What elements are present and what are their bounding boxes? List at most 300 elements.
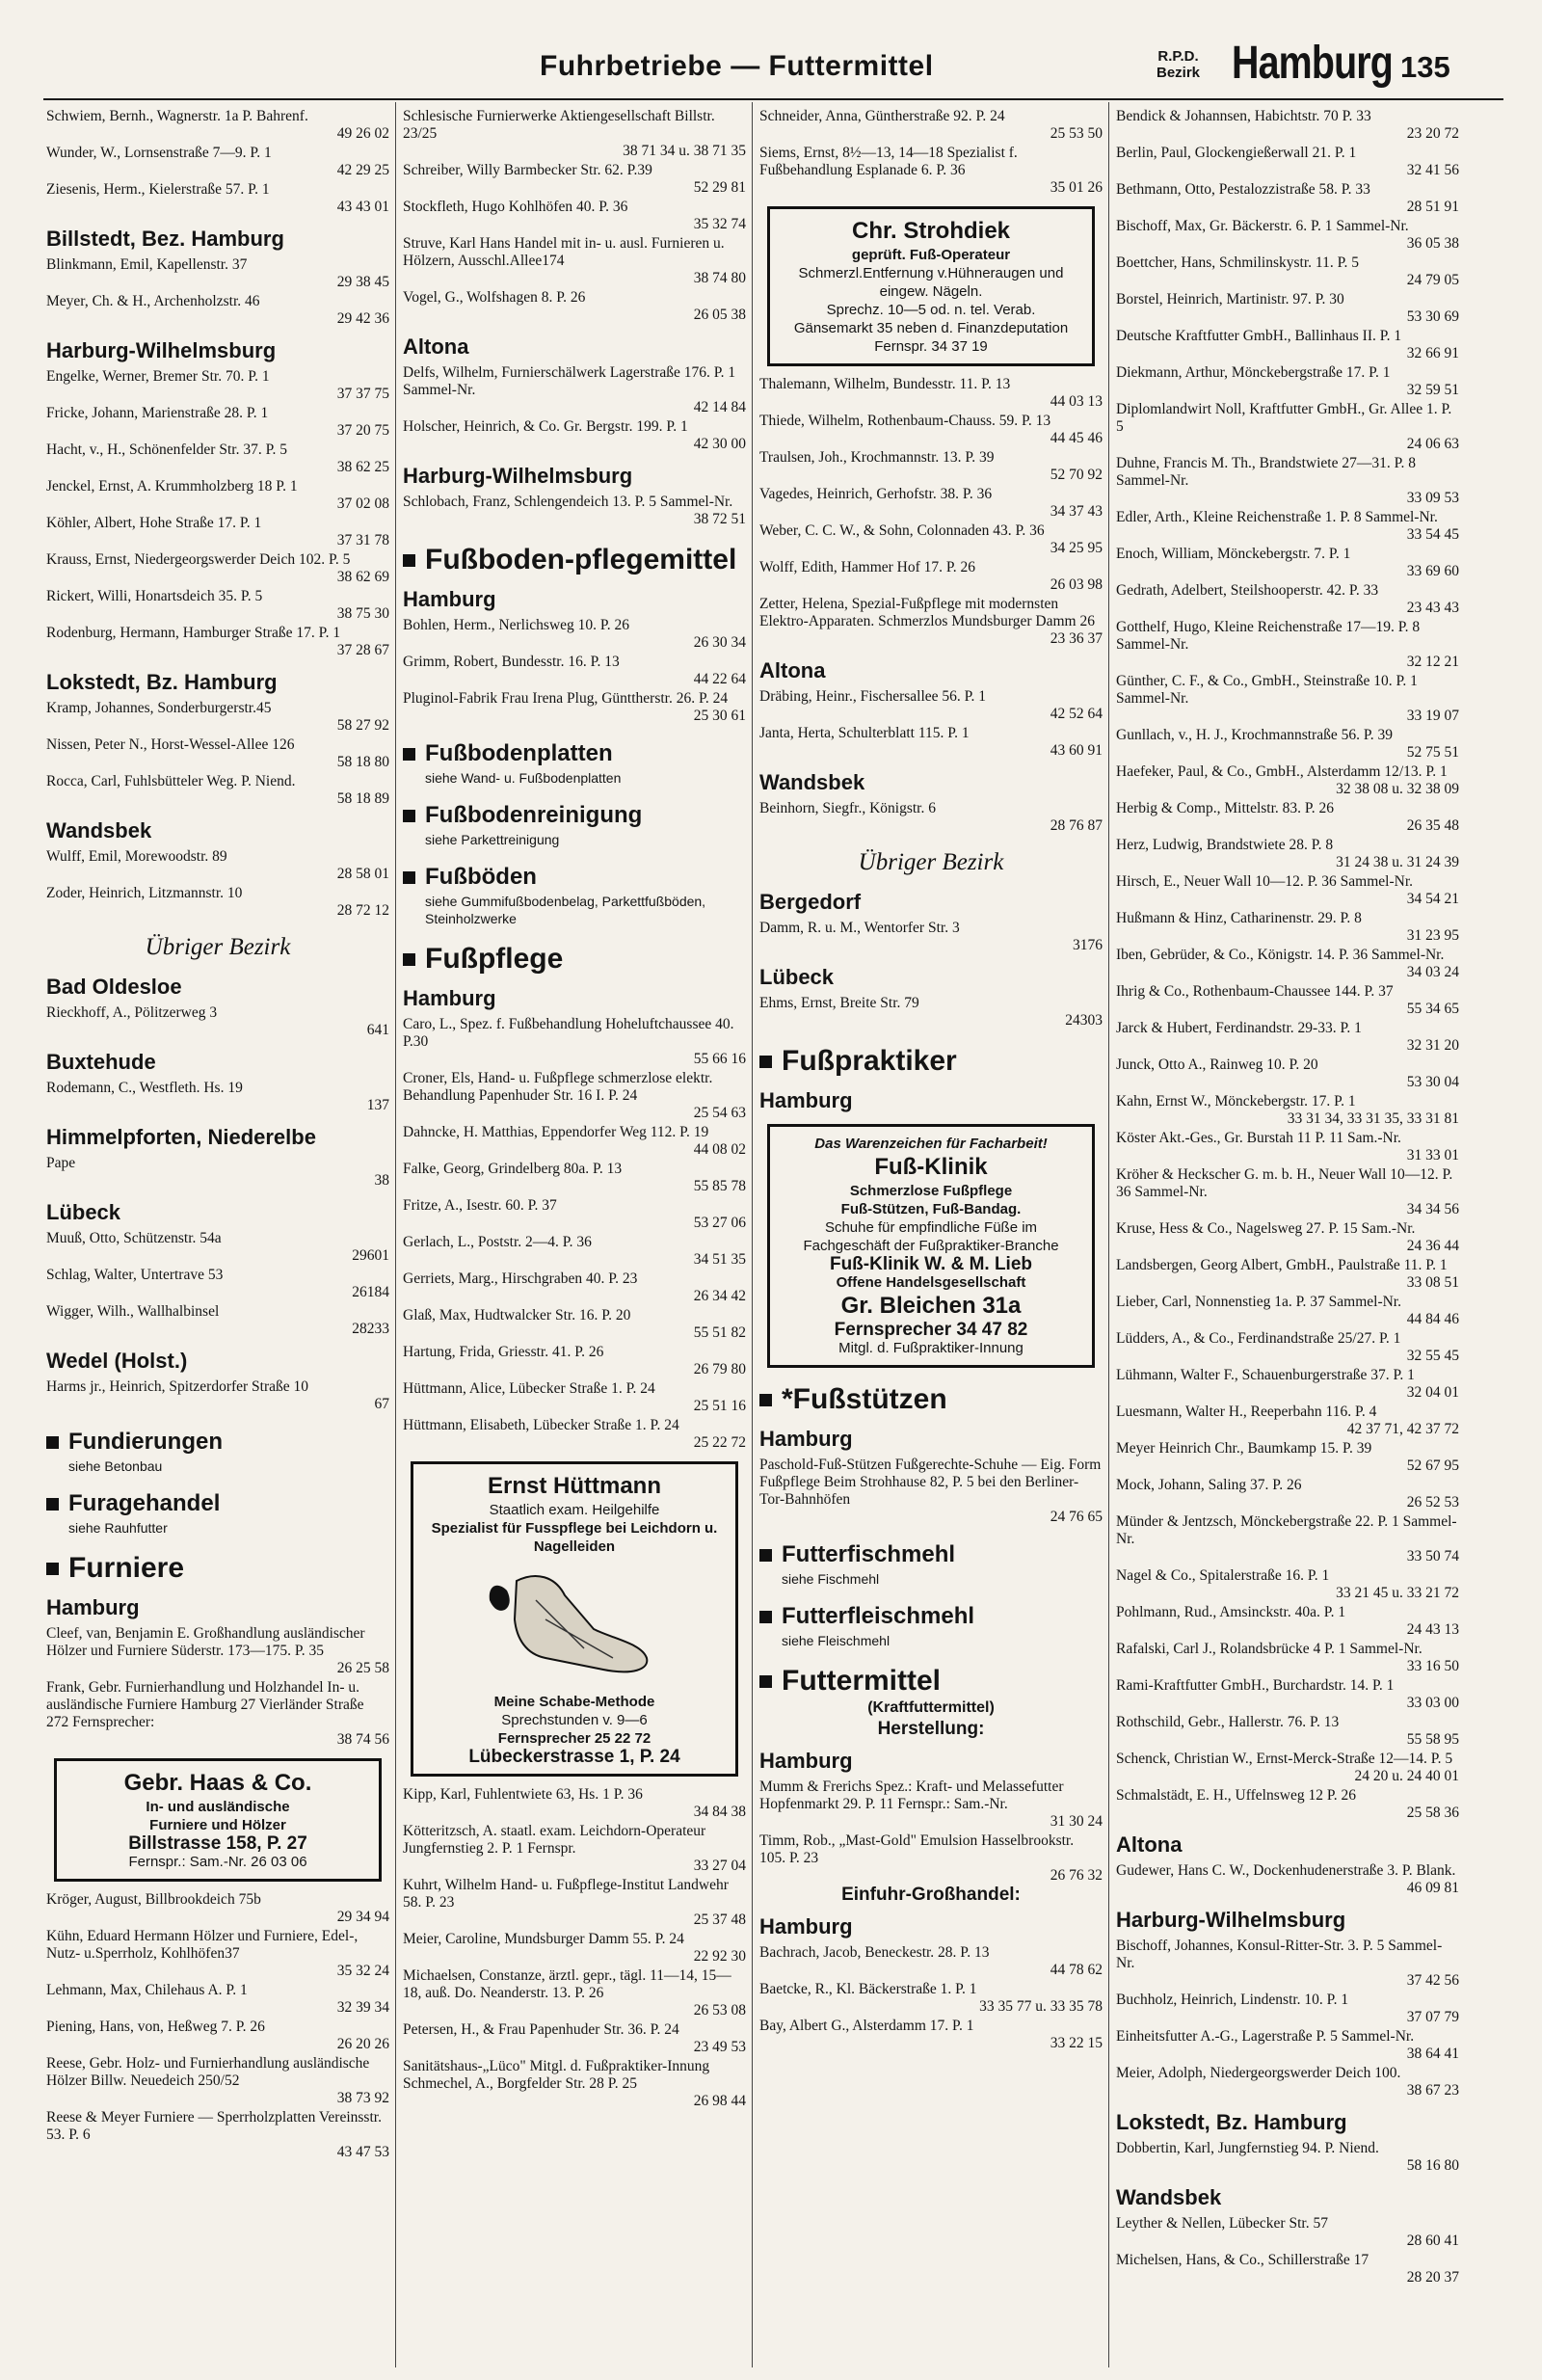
entry-name: Pluginol-Fabrik Frau Irena Plug, Günttherstr. 26. P. 24 xyxy=(403,690,729,707)
directory-entry xyxy=(759,376,1103,411)
entry-phone: 28 72 12 xyxy=(336,902,389,919)
entry-phone: 26 52 53 xyxy=(1406,1494,1459,1511)
directory-entry xyxy=(46,1625,389,1677)
entry-name: Rickert, Willi, Honartsdeich 35. P. 5 xyxy=(46,588,263,604)
ad-line: Lübeckerstrasse 1, P. 24 xyxy=(468,1747,680,1767)
city-heading: Hamburg xyxy=(759,1088,853,1112)
entry-name: Köhler, Albert, Hohe Straße 17. P. 1 xyxy=(46,515,262,531)
directory-entry xyxy=(759,800,1103,835)
city-heading: Hamburg xyxy=(403,986,496,1010)
section-subheading: Einfuhr-Großhandel: xyxy=(841,1885,1021,1905)
entry-phone: 38 75 30 xyxy=(336,605,389,622)
entry-phone: 33 21 45 u. 33 21 72 xyxy=(1336,1585,1459,1601)
directory-entry xyxy=(1116,546,1459,580)
ad-title: Gebr. Haas & Co. xyxy=(123,1770,312,1796)
entry-name: Nissen, Peter N., Horst-Wessel-Allee 126 xyxy=(46,736,295,753)
entry-list xyxy=(759,920,1103,954)
entry-phone: 34 03 24 xyxy=(1406,964,1459,980)
ad-title: Chr. Strohdiek xyxy=(851,218,1011,244)
bullet-square-icon xyxy=(403,554,415,567)
category-label: Fußboden-pflegemittel xyxy=(425,544,737,575)
entry-phone: 44 22 64 xyxy=(693,671,746,687)
category-label: Fußböden xyxy=(425,864,537,890)
entry-name: Rodenburg, Hermann, Hamburger Straße 17. P. 1 xyxy=(46,625,341,641)
entry-phone: 28 20 37 xyxy=(1406,2269,1459,2286)
entry-phone: 28 58 01 xyxy=(336,866,389,882)
city-heading: Wedel (Holst.) xyxy=(46,1349,188,1373)
entry-name: Thiede, Wilhelm, Rothenbaum-Chauss. 59. P. 13 xyxy=(759,413,1051,429)
entry-name: Vogel, G., Wolfshagen 8. P. 26 xyxy=(403,289,586,306)
entry-name: Michaelsen, Constanze, ärztl. gepr., tägl. 11—14, 15—18, auß. Do. Neanderstr. 13. P. 26 xyxy=(403,1967,731,2001)
rpd-text: R.P.D. xyxy=(1157,48,1199,65)
ad-line: Furniere und Hölzer xyxy=(149,1817,286,1833)
page-number: 135 xyxy=(1400,50,1450,84)
directory-entry xyxy=(46,405,389,440)
entry-phone: 25 37 48 xyxy=(693,1912,746,1928)
entry-phone: 29 42 36 xyxy=(336,310,389,327)
directory-entry xyxy=(46,551,389,586)
directory-entry xyxy=(1116,1477,1459,1511)
entry-name: Leyther & Nellen, Lübecker Str. 57 xyxy=(1116,2215,1328,2232)
entry-name: Gedrath, Adelbert, Steilshooperstr. 42. P. 33 xyxy=(1116,582,1379,599)
entry-list xyxy=(759,376,1103,648)
see-reference: siehe Rauhfutter xyxy=(68,1520,168,1536)
directory-entry xyxy=(46,848,389,883)
entry-phone: 37 28 67 xyxy=(336,642,389,658)
entry-name: Bethmann, Otto, Pestalozzistraße 58. P. 33 xyxy=(1116,181,1370,198)
entry-phone: 52 75 51 xyxy=(1406,744,1459,761)
city-heading: Harburg-Wilhelmsburg xyxy=(46,338,277,362)
entry-list xyxy=(46,1080,389,1114)
entry-name: Kruse, Hess & Co., Nagelsweg 27. P. 15 Sam.-Nr. xyxy=(1116,1220,1416,1237)
entry-name: Enoch, William, Mönckebergstr. 7. P. 1 xyxy=(1116,546,1351,562)
entry-phone: 26 25 58 xyxy=(336,1660,389,1676)
advertisement-strohdiek xyxy=(767,206,1095,366)
directory-entry xyxy=(403,1967,746,2019)
entry-phone: 42 14 84 xyxy=(693,399,746,415)
bullet-square-icon xyxy=(759,1394,772,1406)
directory-entry xyxy=(46,478,389,513)
entry-name: Rafalski, Carl J., Rolandsbrücke 4 P. 1 Sammel-Nr. xyxy=(1116,1641,1422,1657)
entry-list xyxy=(759,995,1103,1030)
directory-entry xyxy=(46,1891,389,1926)
entry-name: Hüttmann, Elisabeth, Lübecker Straße 1. P. 24 xyxy=(403,1417,679,1433)
directory-entry xyxy=(1116,763,1459,798)
directory-entry xyxy=(403,162,746,197)
entry-phone: 46 09 81 xyxy=(1406,1880,1459,1896)
entry-phone: 25 51 16 xyxy=(693,1398,746,1414)
entry-name: Fritze, A., Isestr. 60. P. 37 xyxy=(403,1197,557,1214)
category-label: Fundierungen xyxy=(68,1429,223,1455)
ad-line: Sprechstunden v. 9—6 xyxy=(501,1712,648,1728)
entry-name: Herz, Ludwig, Brandstwiete 28. P. 8 xyxy=(1116,837,1334,853)
directory-entry xyxy=(46,1230,389,1265)
entry-name: Landsbergen, Georg Albert, GmbH., Paulstraße 11. P. 1 xyxy=(1116,1257,1448,1273)
ad-line: Fernsprecher 34 47 82 xyxy=(834,1320,1028,1340)
directory-entry xyxy=(1116,1130,1459,1164)
city-heading: Himmelpforten, Niederelbe xyxy=(46,1125,316,1149)
ad-line: Sprechz. 10—5 od. n. tel. Verab. xyxy=(826,302,1036,318)
category-label: Futterfleischmehl xyxy=(782,1603,975,1629)
entry-phone: 137 xyxy=(366,1097,389,1113)
entry-name: Meyer Heinrich Chr., Baumkamp 15. P. 39 xyxy=(1116,1440,1372,1457)
directory-entry xyxy=(1116,1938,1459,1990)
entry-phone: 32 38 08 u. 32 38 09 xyxy=(1336,781,1459,797)
city-heading: Hamburg xyxy=(759,1914,853,1939)
entry-phone: 58 18 89 xyxy=(336,790,389,807)
directory-entry xyxy=(1116,401,1459,453)
entry-name: Ehms, Ernst, Breite Str. 79 xyxy=(759,995,919,1011)
directory-entry xyxy=(46,181,389,216)
ad-line: Schmerzlose Fußpflege xyxy=(849,1183,1013,1199)
entry-name: Ziesenis, Herm., Kielerstraße 57. P. 1 xyxy=(46,181,270,198)
entry-phone: 58 16 80 xyxy=(1406,2157,1459,2174)
ad-line: Staatlich exam. Heilgehilfe xyxy=(489,1502,660,1518)
entry-name: Boettcher, Hans, Schmilinskystr. 11. P. 5 xyxy=(1116,254,1359,271)
entry-name: Haefeker, Paul, & Co., GmbH., Alsterdamm 12/13. P. 1 xyxy=(1116,763,1448,780)
bullet-square-icon xyxy=(46,1563,59,1575)
ad-line: Fuß-Stützen, Fuß-Bandag. xyxy=(840,1201,1022,1217)
entry-name: Schlobach, Franz, Schlengendeich 13. P. 5 Sammel-Nr. xyxy=(403,494,733,510)
entry-list xyxy=(46,108,389,216)
entry-list xyxy=(759,688,1103,760)
city-heading: Billstedt, Bez. Hamburg xyxy=(46,227,284,251)
entry-name: Kötteritzsch, A. staatl. exam. Leichdorn-Operateur Jungfernstieg 2. P. 1 Fernspr. xyxy=(403,1823,706,1857)
entry-phone: 24 76 65 xyxy=(1050,1509,1103,1525)
entry-name: Piening, Hans, von, Heßweg 7. P. 26 xyxy=(46,2019,265,2035)
directory-entry xyxy=(1116,582,1459,617)
directory-entry xyxy=(403,494,746,528)
entry-name: Kröher & Heckscher G. m. b. H., Neuer Wall 10—12. P. 36 Sammel-Nr. xyxy=(1116,1166,1453,1200)
entry-name: Buchholz, Heinrich, Lindenstr. 10. P. 1 xyxy=(1116,1992,1349,2008)
directory-entry xyxy=(1116,1714,1459,1749)
category-label: Furagehandel xyxy=(68,1490,221,1516)
entry-name: Herbig & Comp., Mittelstr. 83. P. 26 xyxy=(1116,800,1335,816)
directory-entry xyxy=(1116,2028,1459,2063)
see-reference: siehe Fischmehl xyxy=(782,1571,880,1587)
entry-phone: 33 54 45 xyxy=(1406,526,1459,543)
entry-name: Croner, Els, Hand- u. Fußpflege schmerzlose elektr. Behandlung Papenhuder Str. 16 I. P. 24 xyxy=(403,1070,713,1104)
entry-name: Hacht, v., H., Schönenfelder Str. 37. P. 5 xyxy=(46,441,287,458)
category-label: Fußbodenplatten xyxy=(425,740,613,766)
category-subtitle: (Kraftfuttermittel) xyxy=(867,1699,995,1716)
category-label: Futtermittel xyxy=(782,1665,941,1697)
entry-phone: 26 35 48 xyxy=(1406,817,1459,834)
category-label: Fußpraktiker xyxy=(782,1045,957,1077)
entry-phone: 33 09 53 xyxy=(1406,490,1459,506)
entry-phone: 32 66 91 xyxy=(1406,345,1459,361)
entry-name: Deutsche Kraftfutter GmbH., Ballinhaus II. P. 1 xyxy=(1116,328,1402,344)
entry-list xyxy=(403,494,746,528)
entry-name: Lühmann, Walter F., Schauenburgerstraße 37. P. 1 xyxy=(1116,1367,1415,1383)
entry-phone: 25 58 36 xyxy=(1406,1805,1459,1821)
entry-list xyxy=(46,1155,389,1190)
directory-entry xyxy=(1116,328,1459,362)
entry-list xyxy=(1116,1862,1459,1897)
directory-entry xyxy=(1116,1404,1459,1438)
directory-entry xyxy=(1116,1020,1459,1055)
entry-name: Kahn, Ernst W., Mönckebergstr. 17. P. 1 xyxy=(1116,1093,1356,1110)
entry-name: Krauss, Ernst, Niedergeorgswerder Deich 102. P. 5 xyxy=(46,551,351,568)
bullet-square-icon xyxy=(759,1056,772,1068)
directory-entry xyxy=(46,700,389,735)
entry-phone: 42 52 64 xyxy=(1050,706,1103,722)
see-reference: siehe Fleischmehl xyxy=(782,1633,891,1648)
entry-name: Dräbing, Heinr., Fischersallee 56. P. 1 xyxy=(759,688,987,705)
directory-entry xyxy=(759,1944,1103,1979)
entry-phone: 37 31 78 xyxy=(336,532,389,548)
category-label: Fußbodenreinigung xyxy=(425,802,643,828)
entry-phone: 32 55 45 xyxy=(1406,1348,1459,1364)
advertisement-huettmann xyxy=(411,1461,738,1777)
directory-entry xyxy=(1116,1257,1459,1292)
entry-phone: 25 30 61 xyxy=(693,708,746,724)
entry-phone: 38 xyxy=(374,1172,389,1189)
entry-phone: 43 43 01 xyxy=(336,199,389,215)
ad-line: Schuhe für empfindliche Füße im Fachgeschäft der Fußpraktiker-Branche xyxy=(803,1219,1059,1254)
entry-phone: 55 66 16 xyxy=(693,1051,746,1067)
directory-entry xyxy=(1116,873,1459,908)
entry-phone: 37 20 75 xyxy=(336,422,389,439)
directory-entry xyxy=(403,1877,746,1929)
entry-phone: 29 34 94 xyxy=(336,1909,389,1925)
header-rule xyxy=(43,98,1503,100)
entry-list xyxy=(759,1778,1103,1885)
directory-entry xyxy=(46,736,389,771)
entry-phone: 28233 xyxy=(352,1321,389,1337)
entry-name: Thalemann, Wilhelm, Bundesstr. 11. P. 13 xyxy=(759,376,1011,392)
entry-name: Dobbertin, Karl, Jungfernstieg 94. P. Niend. xyxy=(1116,2140,1379,2156)
entry-name: Köster Akt.-Ges., Gr. Burstah 11 P. 11 Sam.-Nr. xyxy=(1116,1130,1401,1146)
entry-phone: 42 29 25 xyxy=(336,162,389,178)
ad-line: Schmerzl.Entfernung v.Hühneraugen und eingew. Nägeln. xyxy=(798,265,1064,300)
entry-name: Günther, C. F., & Co., GmbH., Steinstraße 10. P. 1 Sammel-Nr. xyxy=(1116,673,1418,707)
directory-entry xyxy=(46,441,389,476)
entry-phone: 34 84 38 xyxy=(693,1804,746,1820)
directory-entry xyxy=(46,2109,389,2161)
column-1 xyxy=(46,108,389,2364)
entry-name: Kröger, August, Billbrookdeich 75b xyxy=(46,1891,261,1908)
entry-name: Holscher, Heinrich, & Co. Gr. Bergstr. 199. P. 1 xyxy=(403,418,688,435)
directory-entry xyxy=(403,289,746,324)
directory-entry xyxy=(1116,254,1459,289)
entry-phone: 35 32 74 xyxy=(693,216,746,232)
entry-phone: 38 73 92 xyxy=(336,2090,389,2106)
directory-entry xyxy=(759,2018,1103,2052)
entry-name: Reese & Meyer Furniere — Sperrholzplatten Vereinsstr. 53. P. 6 xyxy=(46,2109,382,2143)
entry-list xyxy=(46,1004,389,1039)
directory-entry xyxy=(403,1016,746,1068)
entry-name: Hüttmann, Alice, Lübecker Straße 1. P. 24 xyxy=(403,1380,655,1397)
entry-phone: 38 64 41 xyxy=(1406,2046,1459,2062)
entry-name: Schreiber, Willy Barmbecker Str. 62. P.39 xyxy=(403,162,652,178)
foot-illustration-icon xyxy=(478,1562,671,1687)
column-divider xyxy=(395,102,396,2367)
entry-name: Wunder, W., Lornsenstraße 7—9. P. 1 xyxy=(46,145,272,161)
directory-entry xyxy=(1116,509,1459,544)
entry-list xyxy=(759,108,1103,197)
directory-entry xyxy=(403,1070,746,1122)
entry-phone: 31 30 24 xyxy=(1050,1813,1103,1830)
directory-entry xyxy=(403,1270,746,1305)
directory-entry xyxy=(759,522,1103,557)
entry-name: Edler, Arth., Kleine Reichenstraße 1. P. 8 Sammel-Nr. xyxy=(1116,509,1438,525)
city-heading: Bad Oldesloe xyxy=(46,975,182,999)
entry-name: Mock, Johann, Saling 37. P. 26 xyxy=(1116,1477,1302,1493)
entry-name: Hußmann & Hinz, Catharinenstr. 29. P. 8 xyxy=(1116,910,1362,926)
entry-phone: 55 34 65 xyxy=(1406,1001,1459,1017)
entry-phone: 28 60 41 xyxy=(1406,2233,1459,2249)
entry-phone: 37 07 79 xyxy=(1406,2009,1459,2025)
entry-name: Damm, R. u. M., Wentorfer Str. 3 xyxy=(759,920,960,936)
entry-phone: 33 08 51 xyxy=(1406,1274,1459,1291)
entry-name: Junck, Otto A., Rainweg 10. P. 20 xyxy=(1116,1056,1318,1073)
entry-name: Rothschild, Gebr., Hallerstr. 76. P. 13 xyxy=(1116,1714,1340,1730)
entry-list xyxy=(46,256,389,328)
entry-name: Luesmann, Walter H., Reeperbahn 116. P. 4 xyxy=(1116,1404,1377,1420)
directory-entry xyxy=(1116,455,1459,507)
entry-name: Jarck & Hubert, Ferdinandstr. 29-33. P. 1 xyxy=(1116,1020,1362,1036)
directory-entry xyxy=(1116,1166,1459,1218)
directory-entry xyxy=(759,688,1103,723)
entry-phone: 28 51 91 xyxy=(1406,199,1459,215)
entry-phone: 37 02 08 xyxy=(336,495,389,512)
entry-name: Zoder, Heinrich, Litzmannstr. 10 xyxy=(46,885,243,901)
bullet-square-icon xyxy=(403,953,415,966)
entry-phone: 32 39 34 xyxy=(336,1999,389,2016)
directory-entry xyxy=(759,1832,1103,1885)
entry-phone: 38 67 23 xyxy=(1406,2082,1459,2099)
category-label: Furniere xyxy=(68,1552,185,1584)
ad-line: Spezialist für Fusspflege bei Leichdorn u. Nagelleiden xyxy=(431,1520,718,1555)
entry-phone: 24 20 u. 24 40 01 xyxy=(1354,1768,1459,1784)
entry-phone: 24303 xyxy=(1065,1012,1103,1029)
entry-list xyxy=(46,368,389,659)
column-divider xyxy=(1108,102,1109,2367)
entry-name: Gotthelf, Hugo, Kleine Reichenstraße 17—19. P. 8 Sammel-Nr. xyxy=(1116,619,1421,653)
entry-phone: 53 30 04 xyxy=(1406,1074,1459,1090)
bullet-square-icon xyxy=(759,1549,772,1562)
category-heading xyxy=(759,1383,1103,1416)
entry-name: Diplomlandwirt Noll, Kraftfutter GmbH., Gr. Allee 1. P. 5 xyxy=(1116,401,1452,435)
ad-line: Das Warenzeichen für Facharbeit! xyxy=(814,1136,1048,1152)
directory-entry xyxy=(403,1417,746,1452)
directory-entry xyxy=(46,1267,389,1301)
entry-list xyxy=(759,800,1103,835)
section-subheading: Herstellung: xyxy=(877,1719,985,1739)
entry-name: Rami-Kraftfutter GmbH., Burchardstr. 14. P. 1 xyxy=(1116,1677,1395,1694)
city-heading: Hamburg xyxy=(403,587,496,611)
directory-entry xyxy=(759,145,1103,197)
directory-entry xyxy=(46,368,389,403)
entry-list xyxy=(46,848,389,920)
entry-phone: 28 76 87 xyxy=(1050,817,1103,834)
directory-entry xyxy=(759,559,1103,594)
entry-phone: 34 54 21 xyxy=(1406,891,1459,907)
entry-list xyxy=(46,1625,389,1749)
entry-name: Reese, Gebr. Holz- und Furnierhandlung ausländische Hölzer Billw. Neuedeich 250/52 xyxy=(46,2055,370,2089)
directory-entry xyxy=(46,108,389,143)
entry-phone: 33 16 50 xyxy=(1406,1658,1459,1674)
entry-list xyxy=(1116,1938,1459,2099)
entry-name: Schlag, Walter, Untertrave 53 xyxy=(46,1267,224,1283)
entry-phone: 67 xyxy=(374,1396,389,1412)
rpd-label xyxy=(1156,48,1200,81)
directory-entry xyxy=(1116,910,1459,945)
ad-title: Ernst Hüttmann xyxy=(488,1473,661,1499)
directory-entry xyxy=(46,1928,389,1980)
entry-name: Nagel & Co., Spitalerstraße 16. P. 1 xyxy=(1116,1567,1330,1584)
entry-name: Gerriets, Marg., Hirschgraben 40. P. 23 xyxy=(403,1270,638,1287)
city-heading: Bergedorf xyxy=(759,890,862,914)
directory-entry xyxy=(1116,619,1459,671)
entry-name: Glaß, Max, Hudtwalcker Str. 16. P. 20 xyxy=(403,1307,631,1324)
entry-phone: 26184 xyxy=(352,1284,389,1300)
entry-name: Schmalstädt, E. H., Uffelnsweg 12 P. 26 xyxy=(1116,1787,1356,1804)
entry-phone: 641 xyxy=(366,1022,389,1038)
entry-name: Bendick & Johannsen, Habichtstr. 70 P. 33 xyxy=(1116,108,1371,124)
entry-phone: 24 36 44 xyxy=(1406,1238,1459,1254)
directory-entry xyxy=(1116,1440,1459,1475)
directory-entry xyxy=(1116,2065,1459,2099)
category-heading xyxy=(403,544,746,576)
directory-entry xyxy=(46,1982,389,2017)
directory-entry xyxy=(403,654,746,688)
entry-name: Berlin, Paul, Glockengießerwall 21. P. 1 xyxy=(1116,145,1357,161)
entry-phone: 25 54 63 xyxy=(693,1105,746,1121)
entry-name: Stockfleth, Hugo Kohlhöfen 40. P. 36 xyxy=(403,199,628,215)
directory-entry xyxy=(46,1080,389,1114)
entry-phone: 31 24 38 u. 31 24 39 xyxy=(1336,854,1459,870)
entry-name: Fricke, Johann, Marienstraße 28. P. 1 xyxy=(46,405,269,421)
entry-phone: 37 42 56 xyxy=(1406,1972,1459,1989)
entry-name: Schwiem, Bernh., Wagnerstr. 1a P. Bahrenf. xyxy=(46,108,308,124)
directory-entry xyxy=(1116,2252,1459,2286)
entry-name: Timm, Rob., „Mast-Gold" Emulsion Hasselbrookstr. 105. P. 23 xyxy=(759,1832,1075,1866)
entry-phone: 52 67 95 xyxy=(1406,1457,1459,1474)
entry-name: Pohlmann, Rud., Amsinckstr. 40a. P. 1 xyxy=(1116,1604,1346,1620)
directory-entry xyxy=(1116,218,1459,253)
directory-entry xyxy=(759,108,1103,143)
entry-name: Bohlen, Herm., Nerlichsweg 10. P. 26 xyxy=(403,617,630,633)
entry-name: Iben, Gebrüder, & Co., Königstr. 14. P. 36 Sammel-Nr. xyxy=(1116,947,1445,963)
city-heading: Lübeck xyxy=(759,965,835,989)
directory-entry xyxy=(46,1155,389,1190)
entry-phone: 26 98 44 xyxy=(693,2093,746,2109)
entry-list xyxy=(1116,2140,1459,2175)
directory-entry xyxy=(46,1303,389,1338)
entry-name: Gunllach, v., H. J., Krochmannstraße 56. P. 39 xyxy=(1116,727,1393,743)
entry-phone: 44 03 13 xyxy=(1050,393,1103,410)
region-heading: Übriger Bezirk xyxy=(858,849,1004,875)
category-heading xyxy=(403,864,746,891)
entry-phone: 33 31 34, 33 31 35, 33 31 81 xyxy=(1287,1110,1459,1127)
entry-phone: 35 01 26 xyxy=(1050,179,1103,196)
city-heading: Wandsbek xyxy=(1116,2185,1222,2209)
entry-list xyxy=(46,1378,389,1413)
entry-phone: 29 38 45 xyxy=(336,274,389,290)
category-label: *Fußstützen xyxy=(782,1383,947,1415)
directory-entry xyxy=(759,413,1103,447)
entry-name: Caro, L., Spez. f. Fußbehandlung Hoheluftchaussee 40. P.30 xyxy=(403,1016,734,1050)
bullet-square-icon xyxy=(759,1675,772,1688)
directory-entry xyxy=(403,364,746,416)
entry-phone: 25 22 72 xyxy=(693,1434,746,1451)
category-heading xyxy=(46,1490,389,1517)
directory-entry xyxy=(403,1307,746,1342)
entry-phone: 44 45 46 xyxy=(1050,430,1103,446)
directory-entry xyxy=(1116,983,1459,1018)
